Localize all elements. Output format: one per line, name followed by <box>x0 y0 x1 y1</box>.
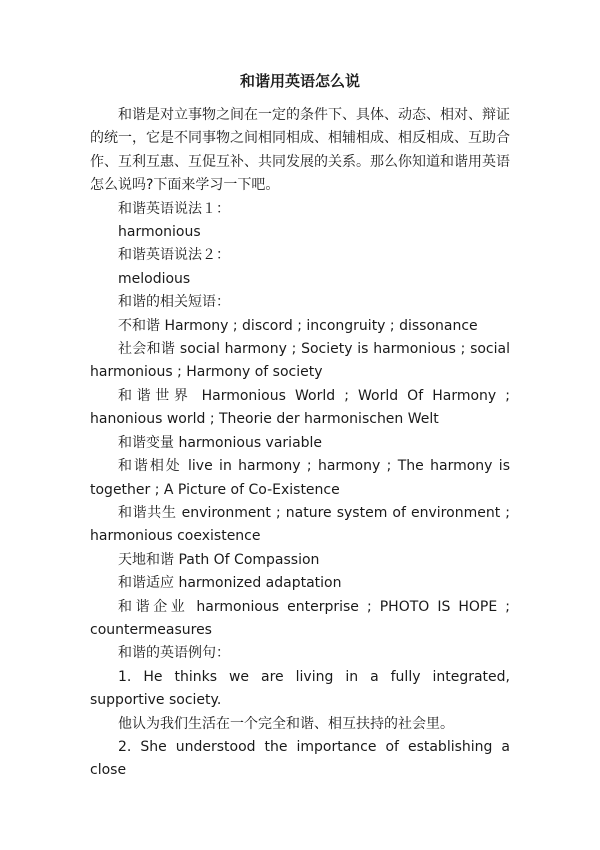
phrase-item: 社会和谐 social harmony ; Society is harmonious ; social harmonious ; Harmony of society <box>90 341 510 381</box>
phrase-item: 和谐适应 harmonized adaptation <box>118 575 342 592</box>
example-sentence-1: 1. He thinks we are living in a fully integrated, supportive society. <box>90 668 510 709</box>
translation-2: melodious <box>118 270 191 287</box>
translation-label-1: 和谐英语说法１： <box>118 200 230 217</box>
example-translation-1: 他认为我们生活在一个完全和谐、相互扶持的社会里。 <box>118 715 454 732</box>
example-sentence-2: 2. She understood the importance of establishing a close <box>90 738 510 779</box>
translation-label-2: 和谐英语说法２： <box>118 247 230 264</box>
phrase-item: 天地和谐 Path Of Compassion <box>118 551 320 568</box>
phrases-heading: 和谐的相关短语： <box>118 294 230 311</box>
phrase-item: 和谐世界 Harmonious World ; World Of Harmony ; hanonious world ; Theorie der harmonischen Welt <box>90 387 510 428</box>
phrase-item: 不和谐 Harmony ; discord ; incongruity ; dissonance <box>118 317 478 334</box>
phrase-item: 和谐企业 harmonious enterprise ; PHOTO IS HOPE ; countermeasures <box>90 598 510 638</box>
translation-1: harmonious <box>118 224 201 241</box>
intro-paragraph: 和谐是对立事物之间在一定的条件下、具体、动态、相对、辩证的统一，它是不同事物之间相同相成、相辅相成、相反相成、互助合作、互利互惠、互促互补、共同发展的关系。那么你知道和谐用英语怎么说吗?下面来学习一下吧。 <box>90 107 510 194</box>
examples-heading: 和谐的英语例句： <box>118 645 230 662</box>
document-title: 和谐用英语怎么说 <box>239 72 360 90</box>
phrase-item: 和谐共生 environment ; nature system of environment ; harmonious coexistence <box>90 504 510 545</box>
phrase-item: 和谐变量 harmonious variable <box>118 434 323 451</box>
phrase-item: 和谐相处 live in harmony ; harmony ; The harmony is together ; A Picture of Co-Existence <box>90 458 510 498</box>
